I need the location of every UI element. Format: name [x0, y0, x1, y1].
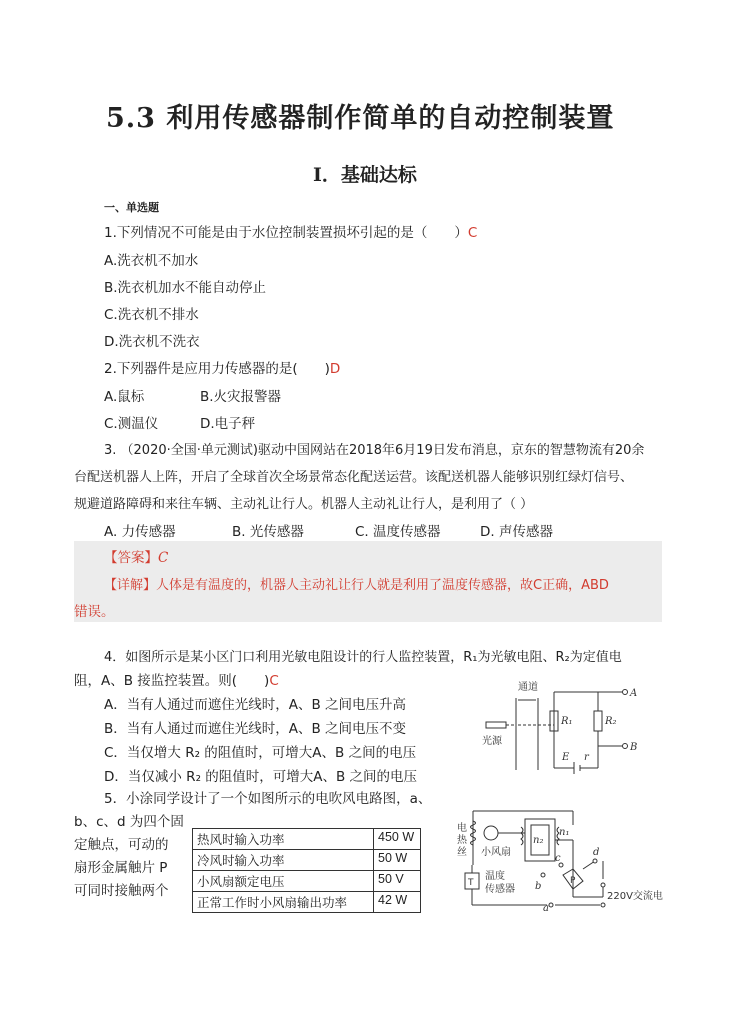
- diagram-label-light-source: 光源: [482, 736, 502, 747]
- diagram-label-d: d: [593, 847, 600, 858]
- table-cell: 50 W: [374, 850, 421, 871]
- diagram-label-fan: 小风扇: [481, 847, 511, 858]
- q1-stem: [104, 221, 477, 241]
- table-cell: 42 W: [374, 892, 421, 913]
- q4-option-a: A．当有人通过而遮住光线时，A、B 之间电压升高: [104, 697, 407, 713]
- table-cell: 450 W: [374, 829, 421, 850]
- q2-answer: D: [329, 361, 341, 377]
- q5-line-2: b、c、d 为四个固: [74, 814, 184, 830]
- q3-detail-line-2: 错误。: [74, 604, 115, 620]
- section-title: Ⅰ．基础达标: [313, 164, 417, 186]
- q4-line-1: 4．如图所示是某小区门口利用光敏电阻设计的行人监控装置，R₁为光敏电阻、R₂为定值电: [104, 650, 622, 665]
- diagram-label-heater-1: 电: [457, 823, 467, 834]
- answer-label: 【答案】: [104, 550, 158, 566]
- q5-circuit-diagram: [455, 805, 670, 913]
- table-row: [193, 871, 421, 892]
- q2-option-a: A.鼠标: [104, 389, 145, 405]
- diagram-label-temp-1: 温度: [485, 871, 505, 882]
- diagram-label-temp-2: 传感器: [485, 884, 515, 895]
- q5-line-1: 5．小涂同学设计了一个如图所示的电吹风电路图，a、: [104, 791, 432, 807]
- q4-line-2: [74, 669, 279, 689]
- diagram-label-p: P: [570, 876, 576, 886]
- q3-option-b: B. 光传感器: [232, 524, 304, 540]
- q3-answer-row: [104, 546, 168, 566]
- q4-circuit-diagram: [478, 678, 648, 783]
- diagram-label-b: B: [630, 742, 638, 753]
- table-cell: 热风时输入功率: [193, 829, 374, 850]
- diagram-label-r1: R₁: [561, 716, 573, 727]
- q4-answer: C: [269, 673, 279, 689]
- page-title: 5.3 利用传感器制作简单的自动控制装置: [106, 103, 615, 134]
- q3-line-2: 台配送机器人上阵，开启了全球首次全场景常态化配送运营。该配送机器人能够识别红绿灯信号、: [74, 470, 634, 485]
- q3-line-1: 3. （2020·全国·单元测试)驱动中国网站在2018年6月19日发布消息，京东的智慧物流有20余: [104, 443, 645, 458]
- q1-option-b: B.洗衣机加水不能自动停止: [104, 280, 267, 296]
- diagram-label-r2: R₂: [605, 716, 617, 727]
- diagram-label-supply: 220V交流电: [607, 891, 663, 902]
- q3-detail-text: 人体是有温度的，机器人主动礼让行人就是利用了温度传感器，故C正确，ABD: [156, 578, 609, 593]
- detail-label: 【详解】: [104, 578, 157, 593]
- q2-option-d: D.电子秤: [200, 416, 256, 432]
- table-cell: 正常工作时小风扇输出功率: [193, 892, 374, 913]
- q2-stem-text: 2.下列器件是应用力传感器的是( ): [104, 361, 330, 377]
- q3-option-d: D. 声传感器: [480, 524, 553, 540]
- q4-line-2-text: 阻，A、B 接监控装置。则( ): [74, 673, 270, 689]
- diagram-label-a: a: [543, 903, 549, 913]
- table-row: [193, 850, 421, 871]
- diagram-label-t: T: [468, 878, 474, 888]
- q1-stem-text: 1.下列情况不可能是由于水位控制装置损坏引起的是（ ）: [104, 225, 468, 241]
- q1-option-d: D.洗衣机不洗衣: [104, 334, 200, 350]
- q1-option-c: C.洗衣机不排水: [104, 307, 199, 323]
- table-cell: 小风扇额定电压: [193, 871, 374, 892]
- q2-option-b: B.火灾报警器: [200, 389, 282, 405]
- diagram-label-r: r: [584, 752, 589, 763]
- q3-line-3: 规避道路障碍和来往车辆、主动礼让行人。机器人主动礼让行人，是利用了（ ）: [74, 497, 534, 512]
- q2-stem: [104, 357, 340, 377]
- q1-answer: C: [467, 225, 478, 241]
- table-cell: 50 V: [374, 871, 421, 892]
- q3-option-c: C. 温度传感器: [355, 524, 441, 540]
- diagram-label-n1: n₁: [559, 827, 570, 838]
- diagram-label-n2: n₂: [533, 835, 544, 846]
- q1-option-a: A.洗衣机不加水: [104, 253, 199, 269]
- diagram-label-e: E: [562, 752, 570, 763]
- q3-detail-row: [104, 574, 609, 593]
- q5-line-5: 可同时接触两个: [74, 883, 169, 899]
- diagram-label-a: A: [630, 688, 638, 699]
- diagram-label-b: b: [535, 881, 542, 892]
- q5-line-4: 扇形金属触片 P: [74, 860, 168, 876]
- q4-option-c: C．当仅增大 R₂ 的阻值时，可增大A、B 之间的电压: [104, 745, 417, 761]
- q2-option-c: C.测温仪: [104, 416, 159, 432]
- subsection-title: 一、单选题: [104, 201, 159, 214]
- q4-option-b: B．当有人通过而遮住光线时，A、B 之间电压不变: [104, 721, 407, 737]
- q5-line-3: 定触点，可动的: [74, 837, 169, 853]
- diagram-label-c: c: [555, 853, 561, 864]
- q5-spec-table: [192, 828, 421, 913]
- q3-option-a: A. 力传感器: [104, 524, 176, 540]
- diagram-label-heater-2: 热: [457, 835, 467, 846]
- diagram-label-channel: 通道: [518, 682, 538, 693]
- diagram-label-heater-3: 丝: [457, 847, 467, 858]
- table-row: [193, 829, 421, 850]
- table-cell: 冷风时输入功率: [193, 850, 374, 871]
- q4-option-d: D．当仅减小 R₂ 的阻值时，可增大A、B 之间的电压: [104, 769, 418, 785]
- table-row: [193, 892, 421, 913]
- q3-answer: C: [158, 550, 169, 566]
